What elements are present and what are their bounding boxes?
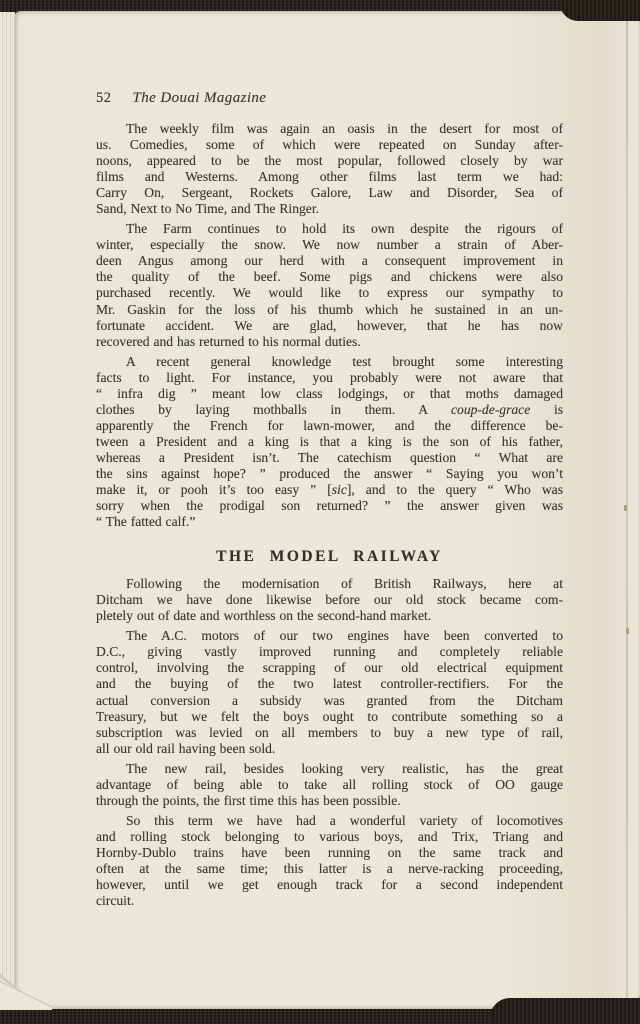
text-line: Hornby-Dublo trains have been running on the same track and: [96, 844, 563, 860]
text-line: apparently the French for lawn-mower, and the difference be-: [96, 417, 563, 433]
page-corner-fan: [0, 952, 52, 1010]
text-line: “ The fatted calf.”: [96, 514, 196, 530]
scan-border-top-right: [560, 0, 640, 21]
text-line: The A.C. motors of our two engines have been converted to: [126, 628, 563, 644]
text-line: Treasury, but we felt the boys ought to contribute something so a: [96, 708, 563, 724]
text-segment: ], and to the query “ Who was: [346, 482, 564, 498]
text-line: subscription was levied on all members to buy a new type of rail,: [96, 724, 563, 740]
page-stack-edges: [0, 12, 15, 1009]
text-line: tween a President and a king is that a king is the son of his father,: [96, 433, 563, 449]
text-line: whereas a President isn’t. The catechism question “ What are: [96, 449, 563, 465]
paragraph: [96, 576, 563, 624]
page-content: [96, 90, 563, 913]
text-line: Sand, Next to No Time, and The Ringer.: [96, 201, 320, 217]
text-line: “ infra dig ” meant low class lodgings, or that moths damaged: [96, 385, 563, 401]
text-line: the quality of the beef. Some pigs and chickens were also: [96, 269, 563, 285]
text-line: all our old rail having been sold.: [96, 740, 276, 756]
text-line: fortunate accident. We are glad, however, that he has now: [96, 317, 563, 333]
paragraph: [96, 628, 563, 756]
text-line: us. Comedies, some of which were repeated on Sunday after-: [96, 137, 563, 153]
text-line: winter, especially the snow. We now number a strain of Aber-: [96, 237, 563, 253]
text-line: Carry On, Sergeant, Rockets Galore, Law and Disorder, Sea of: [96, 185, 563, 201]
section-heading: THE MODEL RAILWAY: [216, 548, 443, 566]
magazine-title: The Douai Magazine: [132, 90, 267, 106]
text-line: noons, appeared to be the most popular, followed closely by war: [96, 153, 563, 169]
text-line: The weekly film was again an oasis in the desert for most of: [126, 121, 563, 136]
text-segment: clothes by laying mothballs in them. A: [96, 401, 451, 417]
text-line: pletely out of date and worthless on the second-hand market.: [96, 608, 432, 624]
crease-nick: [626, 628, 629, 634]
text-line: D.C., giving vastly improved running and completely reliable: [96, 644, 563, 660]
text-line: deen Angus among our herd with a consequent improvement in: [96, 253, 563, 269]
crease-nick: [624, 505, 627, 511]
text-line: [96, 402, 563, 418]
text-line: and the buying of the two latest controller-rectifiers. For the: [96, 676, 563, 692]
text-line: and rolling stock belonging to various boys, and Trix, Triang and: [96, 828, 563, 844]
text-line: films and Westerns. Among other films last term we had:: [96, 169, 563, 185]
text-line: through the points, the first time this has been possible.: [96, 792, 401, 808]
paragraph: [96, 121, 563, 217]
text-line: circuit.: [96, 893, 135, 909]
italic-term: coup-de-grace: [450, 401, 531, 417]
text-line: recovered and has returned to his normal duties.: [96, 333, 361, 349]
text-line: however, until we get enough track for a second independent: [96, 877, 563, 893]
text-segment: is: [530, 401, 564, 417]
text-line: A recent general knowledge test brought some interesting: [126, 353, 563, 369]
text-segment: make it, or pooh it’s too easy ” [: [96, 482, 332, 498]
italic-term: sic: [331, 482, 347, 498]
text-line: Following the modernisation of British Railways, here at: [126, 576, 563, 592]
text-line: the sins against hope? ” produced the answer “ Saying you won’t: [96, 465, 563, 481]
running-head: [96, 90, 563, 108]
text-line: actual conversion a subsidy was granted from the Ditcham: [96, 692, 563, 708]
text-line: The new rail, besides looking very realistic, has the great: [126, 760, 563, 776]
text-line: purchased recently. We would like to express our sympathy to: [96, 285, 563, 301]
text-line: [96, 482, 563, 498]
text-line: Mr. Gaskin for the loss of his thumb which he sustained in an un-: [96, 301, 563, 317]
text-line: So this term we have had a wonderful variety of locomotives: [126, 812, 563, 828]
paragraph: [96, 354, 563, 531]
text-line: facts to light. For instance, you probably were not aware that: [96, 369, 563, 385]
paragraph: [96, 813, 563, 909]
text-line: sorry when the prodigal son returned? ” the answer given was: [96, 498, 563, 514]
scan-border-bottom-right: [490, 998, 640, 1024]
page-number: 52: [96, 90, 112, 106]
paragraph: [96, 761, 563, 809]
text-line: advantage of being able to take all rolling stock of OO gauge: [96, 776, 563, 792]
text-line: often at the same time; this latter is a nerve-racking proceeding,: [96, 860, 563, 876]
paragraph: [96, 221, 563, 349]
text-line: control, involving the scrapping of our old electrical equipment: [96, 660, 563, 676]
text-line: Ditcham we have done likewise before our old stock became com-: [96, 592, 563, 608]
text-line: The Farm continues to hold its own despite the rigours of: [126, 221, 563, 237]
